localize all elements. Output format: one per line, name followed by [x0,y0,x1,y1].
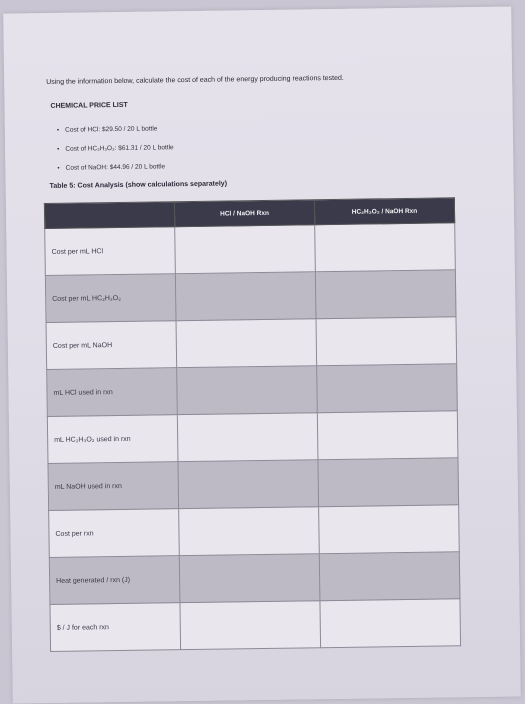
cell-acetic-naoh[interactable] [320,599,461,648]
cell-hcl-naoh[interactable] [180,601,321,650]
cell-acetic-naoh[interactable] [317,364,458,413]
price-item-naoh: • Cost of NaOH: $44.96 / 20 L bottle [57,157,174,178]
row-label: Cost per mL NaOH [46,321,177,370]
row-label: Cost per mL HC₂H₃O₂ [45,274,176,323]
cell-hcl-naoh[interactable] [177,413,318,462]
row-label: mL NaOH used in rxn [48,462,179,511]
header-acetic-naoh: HC₂H₃O₂ / NaOH Rxn [314,198,454,225]
cell-hcl-naoh[interactable] [179,554,320,603]
cell-acetic-naoh[interactable] [315,223,456,272]
table-row [47,411,458,464]
cell-acetic-naoh[interactable] [319,552,460,601]
table-row [46,317,457,370]
cost-analysis-table [44,197,461,652]
cell-hcl-naoh[interactable] [179,507,320,556]
cell-acetic-naoh[interactable] [318,458,459,507]
cell-hcl-naoh[interactable] [176,319,317,368]
table-row [49,552,460,605]
price-list [57,119,174,178]
header-hcl-naoh: HCl / NaOH Rxn [174,200,314,227]
instructions: Using the information below, calculate the cost of each of the energy producing reactions tested. [46,74,344,86]
cell-acetic-naoh[interactable] [315,270,456,319]
row-label: $ / J for each rxn [50,603,181,652]
table-title: Table 5: Cost Analysis (show calculations separately) [49,180,228,190]
price-item-hcl: • Cost of HCl: $29.50 / 20 L bottle [57,119,174,140]
header-blank [44,202,174,229]
price-item-acetic: • Cost of HC₂H₃O₂: $61.31 / 20 L bottle [57,138,174,159]
cell-acetic-naoh[interactable] [316,317,457,366]
row-label: Cost per mL HCl [45,227,176,276]
cell-hcl-naoh[interactable] [175,272,316,321]
row-label: mL HCl used in rxn [47,368,178,417]
price-list-title: CHEMICAL PRICE LIST [50,101,128,110]
table-row [47,364,458,417]
cell-hcl-naoh[interactable] [177,366,318,415]
cell-hcl-naoh[interactable] [175,225,316,274]
table-row [48,458,459,511]
table-row [50,599,461,652]
table-row [45,270,456,323]
worksheet-page [3,6,521,703]
row-label: Heat generated / rxn (J) [49,556,180,605]
cell-acetic-naoh[interactable] [317,411,458,460]
row-label: Cost per rxn [49,509,180,558]
cell-hcl-naoh[interactable] [178,460,319,509]
cell-acetic-naoh[interactable] [319,505,460,554]
table-row [45,223,456,276]
row-label: mL HC₂H₃O₂ used in rxn [47,415,178,464]
table-row [49,505,460,558]
